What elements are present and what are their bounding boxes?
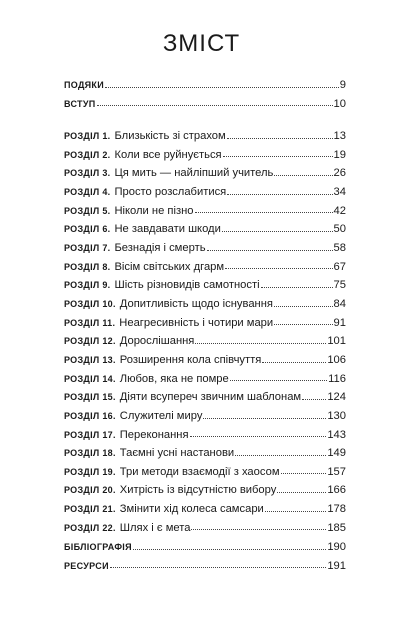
entry-label: РОЗДІЛ 18. bbox=[64, 448, 116, 459]
entry-page-number: 190 bbox=[327, 541, 346, 553]
toc-entry bbox=[64, 332, 346, 351]
toc-entry bbox=[64, 426, 346, 445]
dot-leader bbox=[281, 472, 327, 474]
dot-leader bbox=[195, 342, 326, 344]
entry-label: РОЗДІЛ 11. bbox=[64, 317, 116, 328]
dot-leader bbox=[230, 379, 327, 381]
dot-leader bbox=[97, 104, 333, 106]
toc-front-matter bbox=[64, 76, 346, 113]
entry-label: РОЗДІЛ 1. bbox=[64, 131, 111, 141]
toc-entry bbox=[64, 276, 346, 295]
toc-entry bbox=[64, 164, 346, 183]
dot-leader bbox=[225, 267, 332, 269]
entry-page-number: 9 bbox=[339, 79, 346, 91]
entry-label: РОЗДІЛ 20. bbox=[64, 485, 116, 496]
toc-entry bbox=[64, 444, 346, 463]
entry-label: РЕСУРСИ bbox=[64, 560, 109, 571]
entry-page-number: 185 bbox=[327, 521, 346, 534]
entry-title: Близькість зі страхом bbox=[114, 130, 226, 142]
dot-leader bbox=[261, 286, 333, 288]
toc-entry bbox=[64, 388, 346, 407]
entry-page-number: 34 bbox=[333, 185, 346, 198]
entry-page-number: 58 bbox=[333, 241, 346, 254]
entry-title: Шість різновидів самотності bbox=[114, 279, 260, 292]
entry-label: РОЗДІЛ 19. bbox=[64, 466, 116, 477]
entry-page-number: 166 bbox=[327, 484, 346, 497]
toc-entry bbox=[64, 557, 346, 576]
entry-title: Допитливість щодо існування bbox=[119, 297, 273, 310]
entry-title: Три методи взаємодії з хаосом bbox=[119, 465, 280, 478]
entry-label: РОЗДІЛ 16. bbox=[64, 410, 116, 421]
entry-page-number: 124 bbox=[327, 391, 346, 404]
entry-page-number: 84 bbox=[333, 297, 346, 310]
dot-leader bbox=[262, 361, 326, 363]
entry-label: РОЗДІЛ 9. bbox=[64, 280, 111, 291]
toc-entry bbox=[64, 407, 346, 426]
entry-page-number: 10 bbox=[333, 97, 346, 110]
dot-leader bbox=[235, 454, 326, 456]
toc-entry bbox=[64, 183, 346, 202]
dot-leader bbox=[110, 566, 326, 568]
entry-page-number: 42 bbox=[333, 204, 346, 217]
toc-back-matter bbox=[64, 538, 346, 575]
entry-title: Служителі миру bbox=[119, 409, 203, 422]
toc-entry bbox=[64, 258, 346, 277]
toc-entry bbox=[64, 76, 346, 95]
dot-leader bbox=[302, 398, 326, 400]
toc-entry bbox=[64, 127, 346, 146]
entry-page-number: 101 bbox=[327, 335, 346, 348]
toc-chapters bbox=[64, 127, 346, 537]
entry-title: Любов, яка не помре bbox=[119, 372, 229, 385]
entry-page-number: 191 bbox=[327, 559, 346, 572]
entry-title: Коли все руйнується bbox=[114, 148, 222, 161]
entry-label: ВСТУП bbox=[64, 98, 96, 109]
entry-label: РОЗДІЛ 13. bbox=[64, 354, 116, 365]
toc-entry bbox=[64, 351, 346, 370]
dot-leader bbox=[190, 435, 327, 437]
entry-page-number: 91 bbox=[333, 316, 346, 329]
dot-leader bbox=[265, 510, 327, 512]
dot-leader bbox=[133, 548, 326, 550]
entry-title: Ніколи не пізно bbox=[114, 204, 194, 217]
dot-leader bbox=[274, 174, 332, 176]
entry-title: Хитрість із відсутністю вибору bbox=[119, 484, 277, 497]
entry-page-number: 26 bbox=[333, 167, 346, 180]
toc-entry bbox=[64, 481, 346, 500]
entry-title: Безнадія і смерть bbox=[114, 241, 206, 254]
entry-page-number: 143 bbox=[327, 428, 346, 441]
entry-title: Змінити хід колеса самсари bbox=[119, 503, 264, 516]
entry-title: Вісім світських дгарм bbox=[114, 260, 225, 273]
page-title: ЗМІСТ bbox=[162, 30, 241, 57]
toc-entry bbox=[64, 500, 346, 519]
entry-title: Неагресивність і чотири мари bbox=[119, 316, 274, 329]
entry-label: БІБЛІОГРАФІЯ bbox=[64, 542, 132, 552]
toc-entry bbox=[64, 220, 346, 239]
entry-label: РОЗДІЛ 4. bbox=[64, 186, 111, 197]
dot-leader bbox=[207, 249, 333, 251]
entry-page-number: 19 bbox=[333, 148, 346, 161]
entry-title: Таємні усні настанови bbox=[119, 447, 235, 460]
dot-leader bbox=[274, 323, 332, 325]
dot-leader bbox=[223, 155, 333, 157]
entry-page-number: 157 bbox=[327, 465, 346, 478]
entry-label: РОЗДІЛ 8. bbox=[64, 261, 111, 272]
dot-leader bbox=[105, 86, 339, 88]
entry-title: Діяти всупереч звичним шаблонам bbox=[119, 391, 302, 404]
entry-title: Не завдавати шкоди bbox=[114, 223, 221, 236]
entry-label: РОЗДІЛ 6. bbox=[64, 224, 111, 235]
entry-title: Переконання bbox=[119, 428, 189, 441]
toc-entry bbox=[64, 519, 346, 538]
dot-leader bbox=[191, 528, 326, 530]
entry-label: РОЗДІЛ 7. bbox=[64, 242, 111, 253]
entry-label: РОЗДІЛ 5. bbox=[64, 205, 111, 216]
toc-entry bbox=[64, 295, 346, 314]
entry-page-number: 178 bbox=[327, 503, 346, 516]
dot-leader bbox=[274, 305, 333, 307]
entry-page-number: 50 bbox=[333, 223, 346, 236]
toc-entry bbox=[64, 146, 346, 165]
toc-entry bbox=[64, 95, 346, 114]
entry-page-number: 67 bbox=[333, 260, 346, 273]
dot-leader bbox=[277, 491, 326, 493]
entry-title: Дорослішання bbox=[119, 335, 195, 348]
entry-label: РОЗДІЛ 10. bbox=[64, 298, 116, 309]
entry-page-number: 130 bbox=[327, 409, 346, 422]
toc-entry bbox=[64, 370, 346, 389]
entry-title: Розширення кола співчуття bbox=[119, 353, 262, 366]
entry-label: РОЗДІЛ 3. bbox=[64, 168, 111, 179]
entry-page-number: 106 bbox=[327, 353, 346, 366]
entry-title: Шлях і є мета bbox=[119, 521, 191, 534]
dot-leader bbox=[195, 211, 333, 213]
dot-leader bbox=[227, 137, 333, 139]
toc-entry bbox=[64, 538, 346, 557]
toc-entry bbox=[64, 202, 346, 221]
entry-label: РОЗДІЛ 14. bbox=[64, 373, 116, 384]
dot-leader bbox=[222, 230, 333, 232]
entry-label: РОЗДІЛ 2. bbox=[64, 149, 111, 160]
dot-leader bbox=[227, 193, 332, 195]
entry-page-number: 13 bbox=[333, 130, 346, 142]
entry-label: ПОДЯКИ bbox=[64, 80, 104, 90]
entry-title: Ця мить — найліпший учитель bbox=[114, 167, 274, 180]
dot-leader bbox=[203, 417, 326, 419]
entry-label: РОЗДІЛ 21. bbox=[64, 504, 116, 515]
entry-page-number: 75 bbox=[333, 279, 346, 292]
toc-entry bbox=[64, 463, 346, 482]
entry-title: Просто розслабитися bbox=[114, 185, 227, 198]
entry-page-number: 149 bbox=[327, 447, 346, 460]
entry-label: РОЗДІЛ 12. bbox=[64, 336, 116, 347]
entry-label: РОЗДІЛ 17. bbox=[64, 429, 116, 440]
entry-label: РОЗДІЛ 15. bbox=[64, 392, 116, 403]
entry-page-number: 116 bbox=[328, 372, 346, 385]
entry-label: РОЗДІЛ 22. bbox=[64, 522, 116, 533]
toc-entry bbox=[64, 239, 346, 258]
toc-entry bbox=[64, 314, 346, 333]
